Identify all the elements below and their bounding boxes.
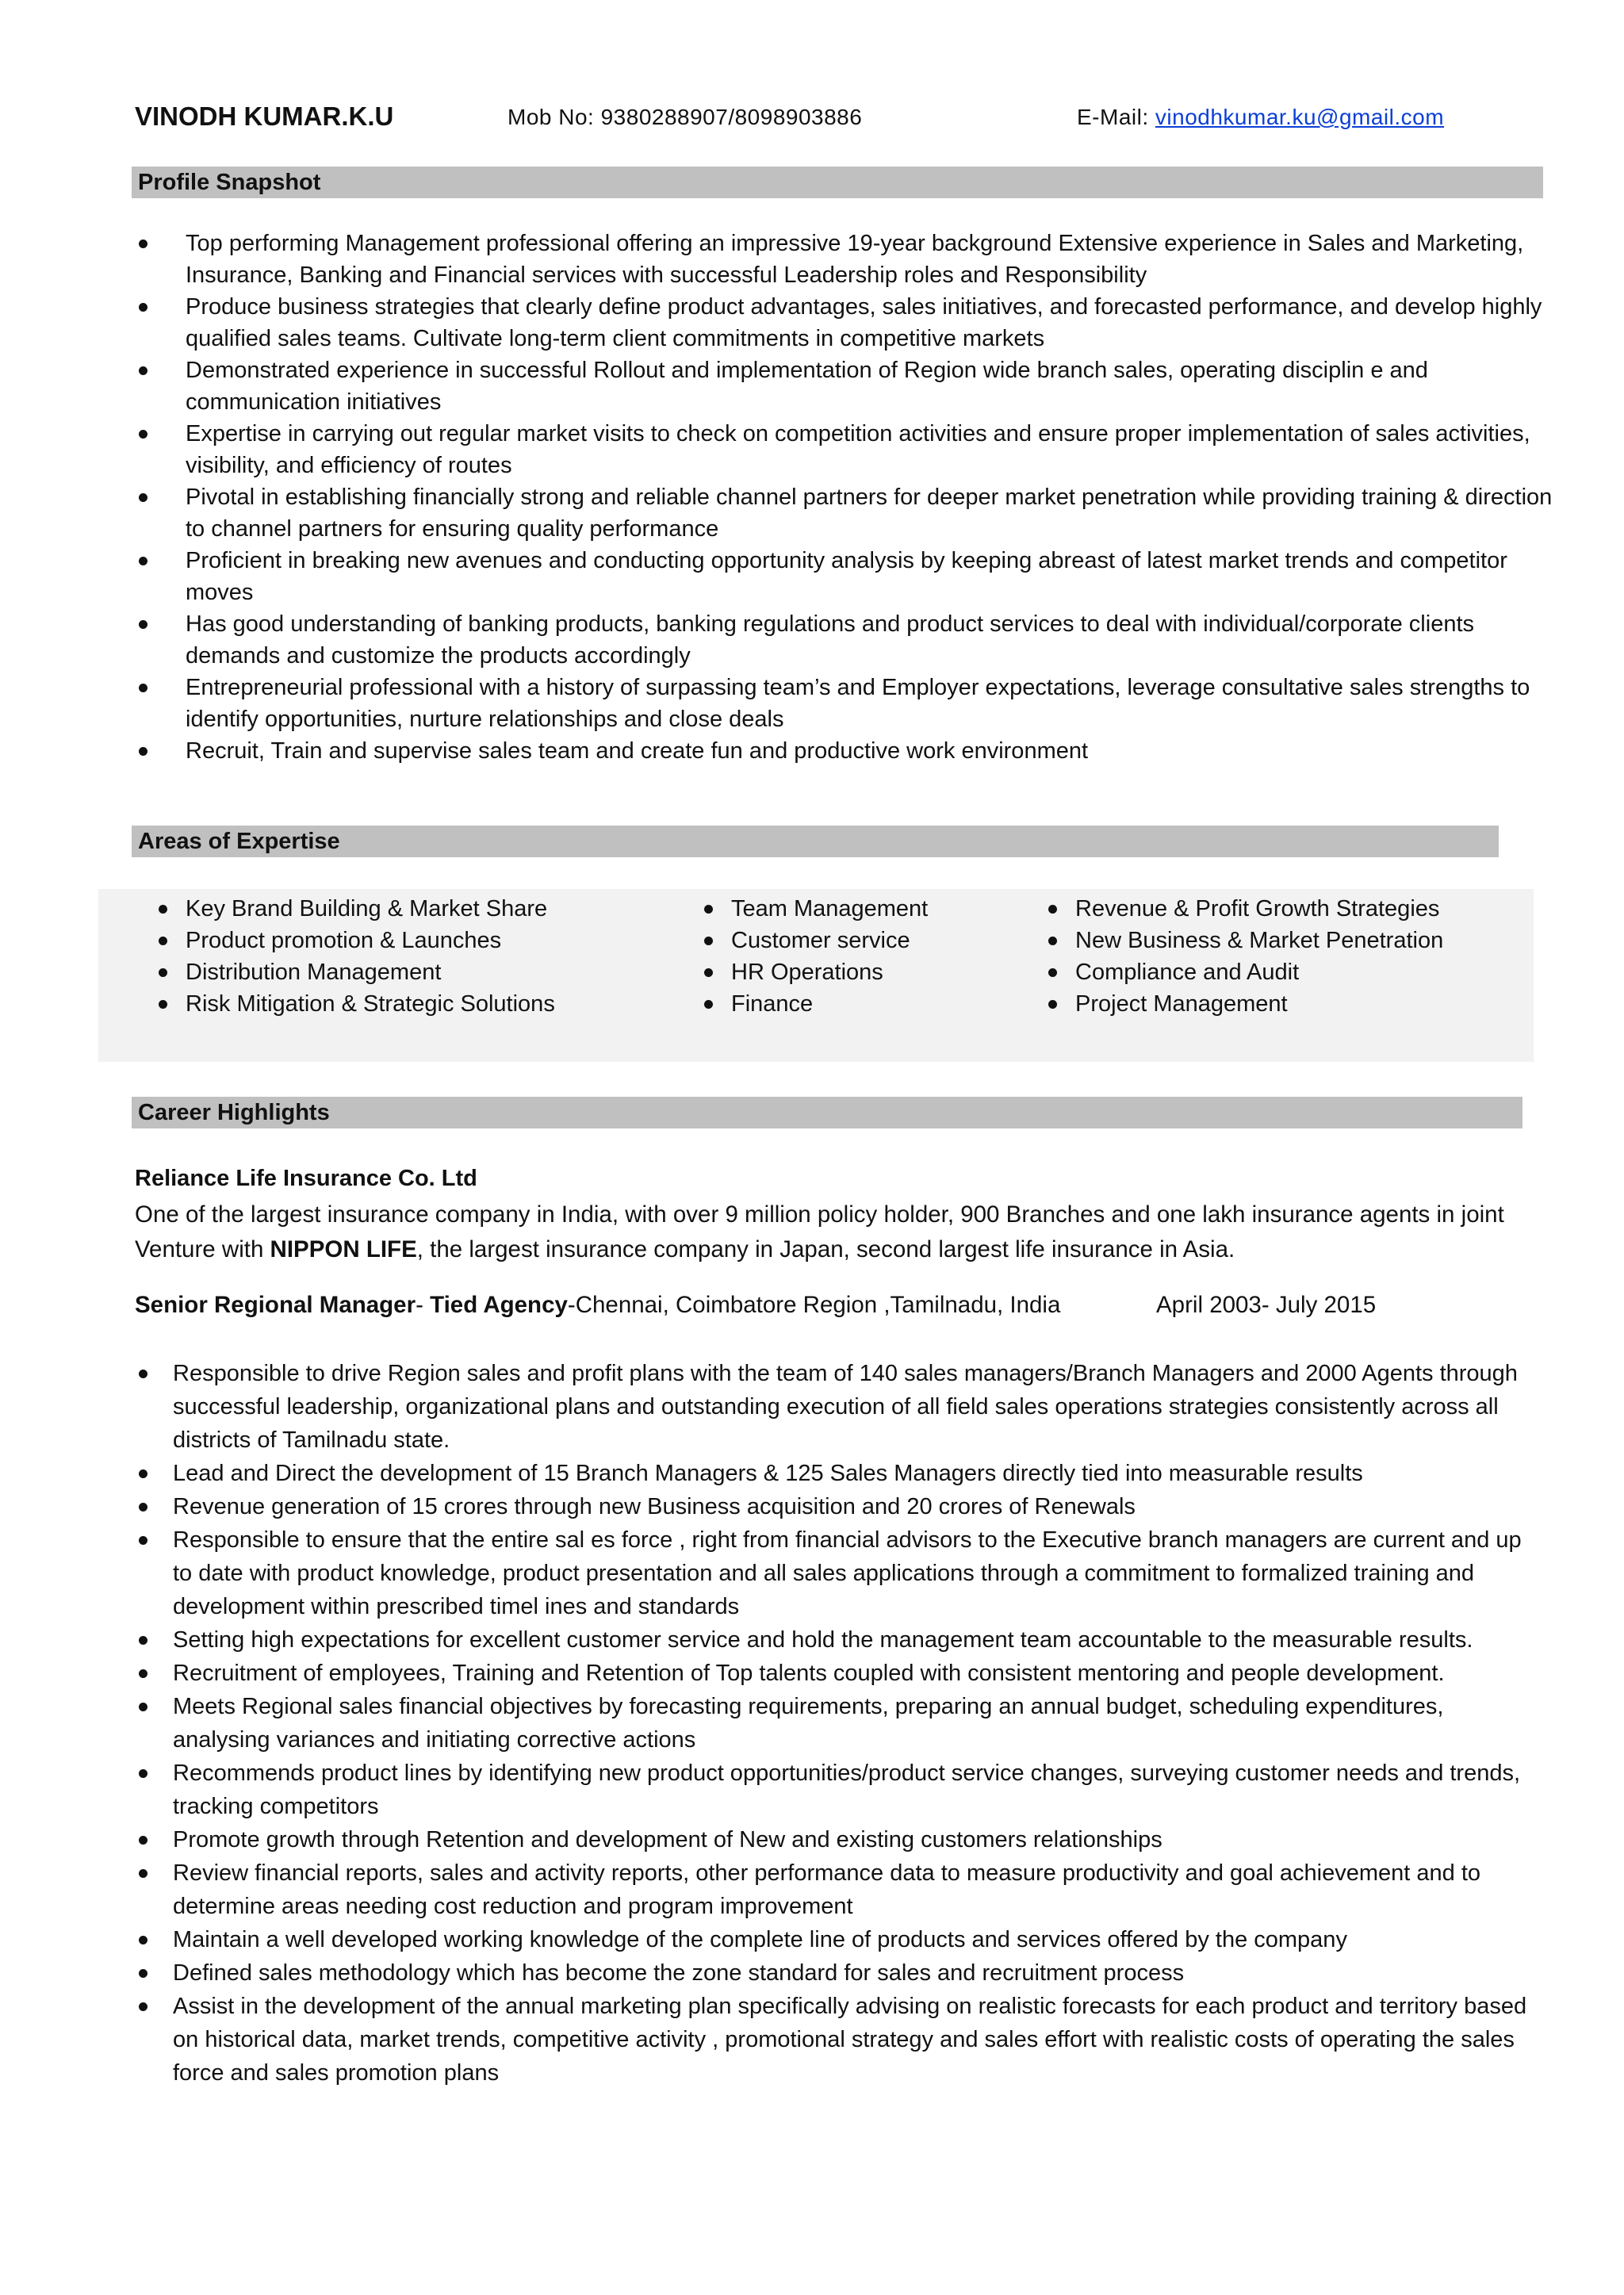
expertise-item	[1040, 988, 1443, 1020]
career-item-text: Recruitment of employees, Training and Retention of Top talents coupled with consistent mentoring and people development.	[173, 1661, 1445, 1686]
bullet-icon	[139, 239, 147, 248]
bullet-icon	[139, 557, 147, 565]
expertise-column-1	[151, 893, 555, 1020]
bullet-icon	[139, 1536, 147, 1545]
expertise-item	[696, 893, 928, 925]
bullet-icon	[139, 1469, 147, 1478]
expertise-item-text: HR Operations	[731, 960, 883, 985]
company-name: Reliance Life Insurance Co. Ltd	[135, 1166, 477, 1191]
expertise-item-text: Product promotion & Launches	[186, 928, 502, 953]
expertise-item-text: Revenue & Profit Growth Strategies	[1075, 896, 1440, 921]
career-item	[135, 1856, 1546, 1923]
bullet-icon	[139, 684, 147, 692]
bullet-icon	[139, 2002, 147, 2011]
company-description	[135, 1197, 1530, 1267]
profile-item	[135, 545, 1554, 608]
expertise-item-text: Key Brand Building & Market Share	[186, 896, 548, 921]
bullet-icon	[704, 968, 713, 977]
profile-item	[135, 481, 1554, 545]
career-item-text: Recommends product lines by identifying new product opportunities/product service changes, surveying customer needs and trends, tracking competitors	[173, 1761, 1521, 1819]
expertise-item-text: Risk Mitigation & Strategic Solutions	[186, 991, 555, 1017]
profile-item	[135, 418, 1554, 481]
career-item-text: Setting high expectations for excellent customer service and hold the management team accountable to the measurable results.	[173, 1627, 1473, 1653]
bullet-icon	[139, 1869, 147, 1878]
career-item-text: Meets Regional sales financial objectives by forecasting requirements, preparing an annual budget, scheduling expenditures, analysing variances and initiating corrective actions	[173, 1694, 1444, 1753]
career-item	[135, 1490, 1546, 1523]
bullet-icon	[139, 1636, 147, 1645]
bullet-icon	[139, 620, 147, 629]
role-title: Senior Regional Manager	[135, 1292, 416, 1318]
expertise-item-text: New Business & Market Penetration	[1075, 928, 1444, 953]
profile-item-text: Entrepreneurial professional with a history of surpassing team’s and Employer expectations, leverage consultative sales strengths to identify opportunities, nurture relationships and close deals	[186, 675, 1530, 732]
expertise-item	[151, 925, 555, 956]
contact-header	[135, 102, 1562, 140]
career-item-text: Responsible to ensure that the entire sal es force , right from financial advisors to the Executive branch managers are current and up to date with product knowledge, product presentation and all sales applications through a commitment to formalized training and development within prescribed timel ines and standards	[173, 1527, 1522, 1619]
profile-snapshot-heading: Profile Snapshot	[132, 167, 1543, 198]
bullet-icon	[704, 1000, 713, 1009]
bullet-icon	[139, 366, 147, 375]
career-item-text: Review financial reports, sales and activity reports, other performance data to measure productivity and goal achievement and to determine areas needing cost reduction and program improvement	[173, 1860, 1481, 1919]
role-separator: -	[416, 1292, 431, 1318]
career-item-text: Promote growth through Retention and development of New and existing customers relationships	[173, 1827, 1162, 1852]
career-highlights-heading: Career Highlights	[132, 1097, 1522, 1128]
bullet-icon	[139, 1769, 147, 1778]
expertise-item	[1040, 893, 1443, 925]
role-period: April 2003- July 2015	[1156, 1292, 1377, 1318]
profile-item	[135, 672, 1554, 735]
profile-item	[135, 291, 1554, 354]
bullet-icon	[1048, 968, 1057, 977]
career-item	[135, 1923, 1546, 1956]
expertise-item-text: Distribution Management	[186, 960, 442, 985]
career-item	[135, 1623, 1546, 1657]
expertise-item	[1040, 956, 1443, 988]
career-item-text: Lead and Direct the development of 15 Branch Managers & 125 Sales Managers directly tied into measurable results	[173, 1461, 1363, 1486]
expertise-item-text: Project Management	[1075, 991, 1288, 1017]
bullet-icon	[1048, 905, 1057, 914]
career-item-text: Defined sales methodology which has become the zone standard for sales and recruitment process	[173, 1960, 1185, 1986]
company-partner: NIPPON LIFE	[270, 1236, 417, 1262]
profile-item	[135, 228, 1554, 291]
expertise-item	[696, 925, 928, 956]
career-item	[135, 1690, 1546, 1757]
bullet-icon	[159, 968, 167, 977]
profile-item	[135, 354, 1554, 418]
email-link[interactable]: vinodhkumar.ku@gmail.com	[1155, 105, 1445, 129]
career-item	[135, 1757, 1546, 1823]
bullet-icon	[139, 1936, 147, 1944]
career-item-text: Maintain a well developed working knowledge of the complete line of products and services offered by the company	[173, 1927, 1347, 1952]
bullet-icon	[139, 1669, 147, 1678]
career-item	[135, 1523, 1546, 1623]
role-line	[135, 1292, 1546, 1319]
career-item	[135, 1657, 1546, 1690]
career-responsibilities-list	[135, 1357, 1546, 2090]
bullet-icon	[139, 1969, 147, 1978]
career-item-text: Responsible to drive Region sales and profit plans with the team of 140 sales managers/Branch Managers and 2000 Agents through successful leadership, organizational plans and outstanding execution of all field sales operations strategies consistently across all districts of Tamilnadu state.	[173, 1361, 1518, 1453]
bullet-icon	[139, 1370, 147, 1378]
mobile-number: Mob No: 9380288907/8098903886	[508, 105, 863, 129]
career-item-text: Assist in the development of the annual marketing plan specifically advising on realistic forecasts for each product and territory based on historical data, market trends, competitive activity , promotional strategy and sales effort with realistic costs of operating the sales force and sales promotion plans	[173, 1994, 1527, 2086]
role-location: -Chennai, Coimbatore Region ,Tamilnadu, India	[567, 1292, 1061, 1318]
expertise-item-text: Customer service	[731, 928, 910, 953]
career-item	[135, 1990, 1546, 2090]
expertise-item	[696, 956, 928, 988]
bullet-icon	[139, 303, 147, 312]
profile-item	[135, 608, 1554, 672]
profile-item-text: Expertise in carrying out regular market visits to check on competition activities and ensure proper implementation of sales activities, visibility, and efficiency of routes	[186, 421, 1530, 478]
candidate-name: VINODH KUMAR.K.U	[135, 102, 394, 131]
career-item	[135, 1357, 1546, 1457]
bullet-icon	[139, 430, 147, 439]
expertise-item-text: Team Management	[731, 896, 929, 921]
company-desc-text: One of the largest insurance company in India, with over 9 million policy holder, 900 Branches and one lakh insurance agents in joint Venture with	[135, 1201, 1504, 1262]
email-label: E-Mail:	[1077, 105, 1155, 129]
profile-item-text: Top performing Management professional offering an impressive 19-year background Extensive experience in Sales and Marketing, Insurance, Banking and Financial services with successful Leadership roles and Responsibility	[186, 231, 1524, 288]
expertise-column-2	[696, 893, 928, 1020]
profile-item-text: Produce business strategies that clearly define product advantages, sales initiatives, and forecasted performance, and develop highly qualified sales teams. Cultivate long-term client commitments in competitive markets	[186, 294, 1542, 351]
role-channel: Tied Agency	[430, 1292, 568, 1318]
expertise-item-text: Finance	[731, 991, 814, 1017]
career-item-text: Revenue generation of 15 crores through new Business acquisition and 20 crores of Renewals	[173, 1494, 1136, 1519]
profile-item-text: Demonstrated experience in successful Rollout and implementation of Region wide branch sales, operating disciplin e and communication initiatives	[186, 358, 1428, 415]
profile-snapshot-list	[135, 228, 1554, 767]
expertise-item	[696, 988, 928, 1020]
bullet-icon	[139, 1503, 147, 1511]
areas-of-expertise-heading: Areas of Expertise	[132, 826, 1499, 857]
bullet-icon	[139, 493, 147, 502]
bullet-icon	[139, 1836, 147, 1845]
bullet-icon	[139, 1703, 147, 1711]
email-line	[1077, 105, 1444, 130]
company-desc-text-end: , the largest insurance company in Japan, second largest life insurance in Asia.	[416, 1236, 1235, 1262]
bullet-icon	[159, 1000, 167, 1009]
bullet-icon	[159, 905, 167, 914]
expertise-item	[1040, 925, 1443, 956]
career-item	[135, 1823, 1546, 1856]
bullet-icon	[159, 937, 167, 945]
bullet-icon	[704, 937, 713, 945]
career-item	[135, 1956, 1546, 1990]
bullet-icon	[1048, 1000, 1057, 1009]
profile-item	[135, 735, 1554, 767]
expertise-item-text: Compliance and Audit	[1075, 960, 1300, 985]
expertise-item	[151, 893, 555, 925]
profile-item-text: Has good understanding of banking products, banking regulations and product services to deal with individual/corporate clients demands and customize the products accordingly	[186, 611, 1475, 669]
career-item	[135, 1457, 1546, 1490]
profile-item-text: Recruit, Train and supervise sales team and create fun and productive work environment	[186, 738, 1089, 764]
bullet-icon	[704, 905, 713, 914]
expertise-item	[151, 956, 555, 988]
expertise-item	[151, 988, 555, 1020]
bullet-icon	[1048, 937, 1057, 945]
expertise-column-3	[1040, 893, 1443, 1020]
profile-item-text: Pivotal in establishing financially strong and reliable channel partners for deeper market penetration while providing training & direction to channel partners for ensuring quality performance	[186, 485, 1553, 542]
bullet-icon	[139, 747, 147, 756]
profile-item-text: Proficient in breaking new avenues and conducting opportunity analysis by keeping abreast of latest market trends and competitor moves	[186, 548, 1507, 605]
